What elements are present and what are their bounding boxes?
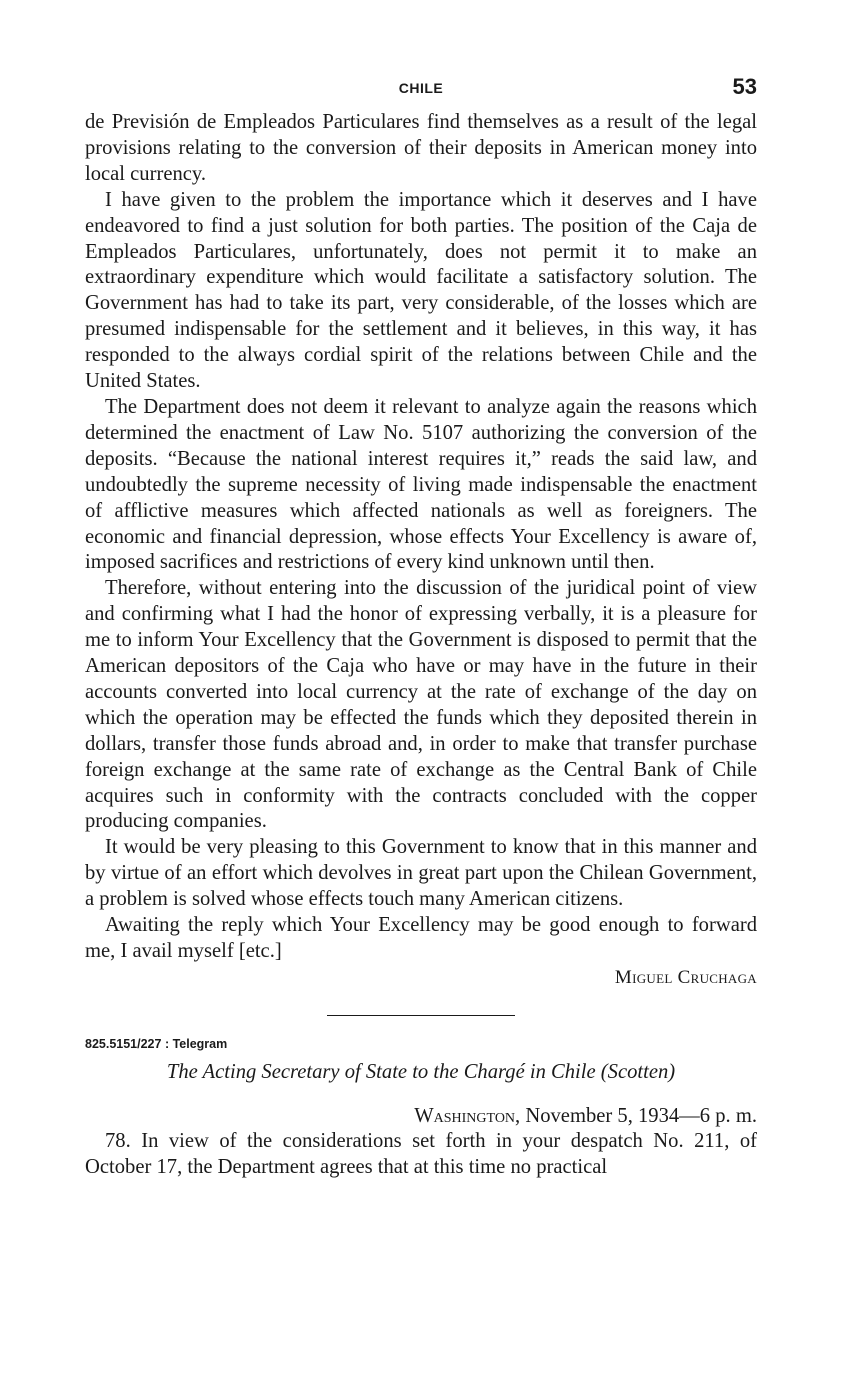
dateline-place: Washington, (414, 1104, 521, 1127)
running-title: CHILE (398, 80, 444, 96)
letter-paragraph-2: I have given to the problem the importance which it deserves and I have endeavored to find a just solution for both parties. The position of the Caja de Empleados Particulares, unfortunately, does not permit it to make an extraordinary expenditure which would facilitate a satisfactory solution. The Government has had to take its part, very considerable, of the losses which are presumed indispensable for the settlement and it believes, in this way, it has responded to the always cordial spirit of the relations between Chile and the United States. (85, 188, 757, 393)
file-reference: 825.5151/227 : Telegram (85, 1036, 228, 1051)
letter-paragraph-5: It would be very pleasing to this Government to know that in this manner and by virtue of an effort which devolves in great part upon the Chilean Government, a problem is solved whose effects touch many American citizens. (85, 836, 757, 911)
letter-paragraph-1: de Previsión de Empleados Particulares find themselves as a result of the legal provisions relating to the conversion of their deposits in American money into local currency. (85, 111, 757, 185)
letter-paragraph-4: Therefore, without entering into the discussion of the juridical point of view and confirming what I had the honor of expressing verbally, it is a pleasure for me to inform Your Excellency that the Government is disposed to permit that the American depositors of the Caja who have or may have in the future in their accounts converted into local currency at the rate of exchange of the day on which the operation may be effected the funds which they deposited therein in dollars, transfer those funds abroad and, in order to make that transfer purchase foreign exchange at the same rate of exchange as the Central Bank of Chile acquires such in conformity with the contracts concluded with the copper producing companies. (85, 577, 757, 833)
telegram-body (85, 1129, 757, 1181)
letter-paragraph-6: Awaiting the reply which Your Excellency may be good enough to forward me, I avail myself [etc.] (85, 914, 757, 962)
running-header (85, 74, 757, 110)
letter-paragraph-3: The Department does not deem it relevant to analyze again the reasons which determined the enactment of Law No. 5107 authorizing the conversion of the deposits. “Because the national interest requires it,” reads the said law, and undoubtedly the supreme necessity of living made indispensable the enactment of afflictive measures which affected nationals as well as foreigners. The economic and financial depression, whose effects Your Excellency is aware of, imposed sacrifices and restrictions of every kind unknown until then. (85, 395, 757, 574)
document-title: The Acting Secretary of State to the Chargé in Chile (Scotten) (166, 1060, 676, 1083)
dateline-date: November 5, 1934—6 p. m. (520, 1104, 757, 1127)
letter-body (85, 110, 757, 965)
dateline (85, 1103, 757, 1129)
telegram-paragraph: 78. In view of the considerations set forth in your despatch No. 211, of October 17, the Department agrees that at this time no practical (85, 1129, 757, 1178)
signature: Miguel Cruchaga (614, 966, 757, 988)
section-divider (327, 1015, 515, 1016)
page-number: 53 (732, 74, 757, 99)
document-page (85, 74, 757, 1181)
